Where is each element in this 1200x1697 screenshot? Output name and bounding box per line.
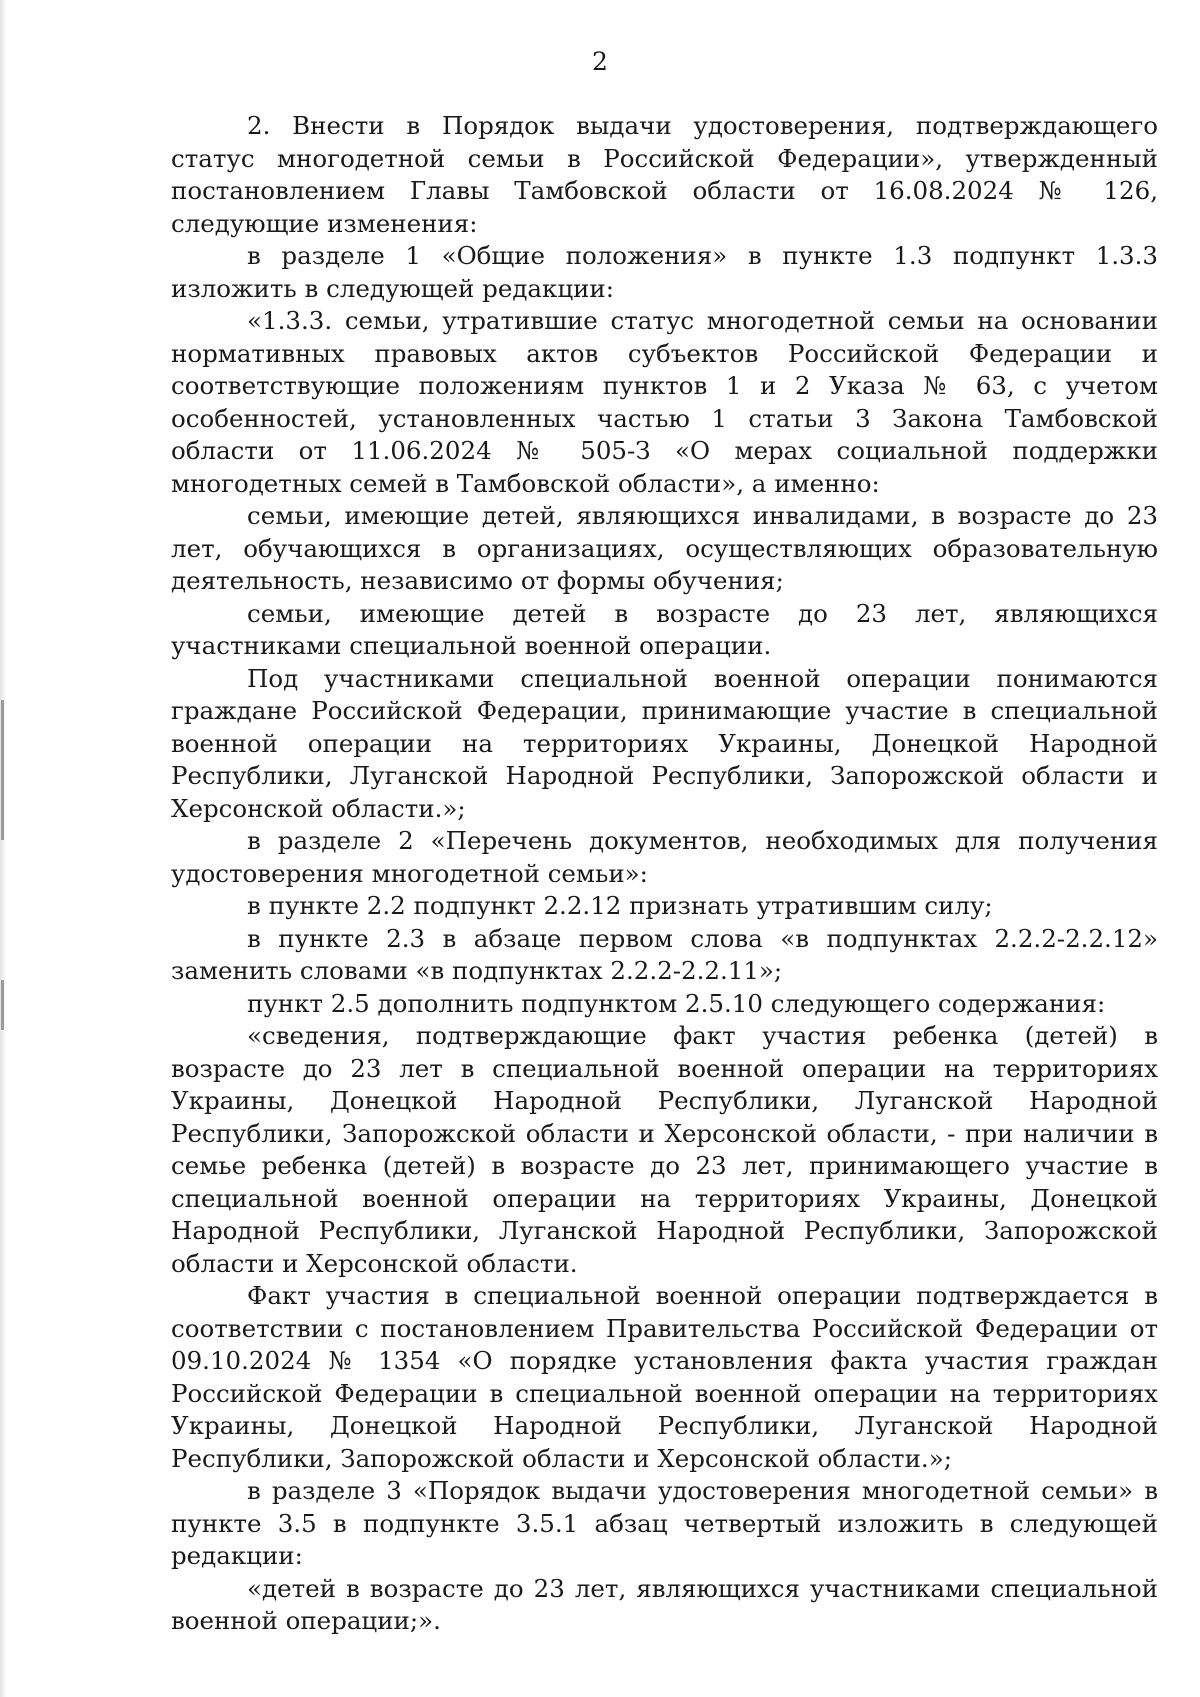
paragraph-section-2: в разделе 2 «Перечень документов, необходимых для получения удостоверения многодетной семьи»: <box>171 826 1158 888</box>
scan-edge-shadow <box>0 0 7 1697</box>
paragraph-2-2-12: в пункте 2.2 подпункт 2.2.12 признать утратившим силу; <box>247 891 993 920</box>
paragraph-section-1: в разделе 1 «Общие положения» в пункте 1.3 подпункт 1.3.3 изложить в следующей редакции: <box>171 241 1158 303</box>
paragraph-participation-fact: Факт участия в специальной военной операции подтверждается в соответствии с постановлением Правительства Российской Федерации от 09.10.2024 № 1354 «О порядке установления факта участия граждан Российской Федерации в специальной военной операции на территориях Украины, Донецкой Народной Республики, Луганской Народной Республики, Запорожской области и Херсонской области.»; <box>171 1281 1158 1473</box>
scan-artifact <box>1 780 4 840</box>
paragraph-disabled-children: семьи, имеющие детей, являющихся инвалидами, в возрасте до 23 лет, обучающихся в организациях, осуществляющих образовательную деятельность, независимо от формы обучения; <box>171 501 1158 595</box>
paragraph-1-3-3: «1.3.3. семьи, утратившие статус многодетной семьи на основании нормативных правовых актов субъектов Российской Федерации и соответствующие положениям пунктов 1 и 2 Указа № 63, с учетом особенностей, установленных частью 1 статьи 3 Закона Тамбовской области от 11.06.2024 № 505-З «О мерах социальной поддержки многодетных семей в Тамбовской области», а именно: <box>171 306 1158 498</box>
paragraph-2-3: в пункте 2.3 в абзаце первом слова «в подпунктах 2.2.2-2.2.12» заменить словами «в подпунктах 2.2.2-2.2.11»; <box>171 923 1158 985</box>
paragraph-amendment-intro: 2. Внести в Порядок выдачи удостоверения, подтверждающего статус многодетной семьи в Российской Федерации», утвержденный постановлением Главы Тамбовской области от 16.08.2024 № 126, следующие изменения: <box>171 111 1158 238</box>
document-body <box>171 110 1158 1638</box>
paragraph-svo-children: семьи, имеющие детей в возрасте до 23 лет, являющихся участниками специальной военной операции. <box>171 598 1158 660</box>
paragraph-svo-definition: Под участниками специальной военной операции понимаются граждане Российской Федерации, принимающие участие в специальной военной операции на территориях Украины, Донецкой Народной Республики, Луганской Народной Республики, Запорожской области и Херсонской области.»; <box>171 663 1158 823</box>
scan-artifact <box>1 980 4 1030</box>
paragraph-3-5-1-content: «детей в возрасте до 23 лет, являющихся участниками специальной военной операции;». <box>171 1573 1158 1635</box>
paragraph-2-5: пункт 2.5 дополнить подпунктом 2.5.10 следующего содержания: <box>247 988 1106 1018</box>
paragraph-2-5-10-content: «сведения, подтверждающие факт участия ребенка (детей) в возрасте до 23 лет в специальной военной операции на территориях Украины, Донецкой Народной Республики, Луганской Народной Республики, Запорожской области и Херсонской области, - при наличии в семье ребенка (детей) в возрасте до 23 лет, принимающего участие в специальной военной операции на территориях Украины, Донецкой Народной Республики, Луганской Народной Республики, Запорожской области и Херсонской области. <box>171 1021 1158 1278</box>
page-number: 2 <box>592 47 608 76</box>
paragraph-section-3: в разделе 3 «Порядок выдачи удостоверения многодетной семьи» в пункте 3.5 в подпункте 3.5.1 абзац четвертый изложить в следующей редакции: <box>171 1476 1158 1570</box>
